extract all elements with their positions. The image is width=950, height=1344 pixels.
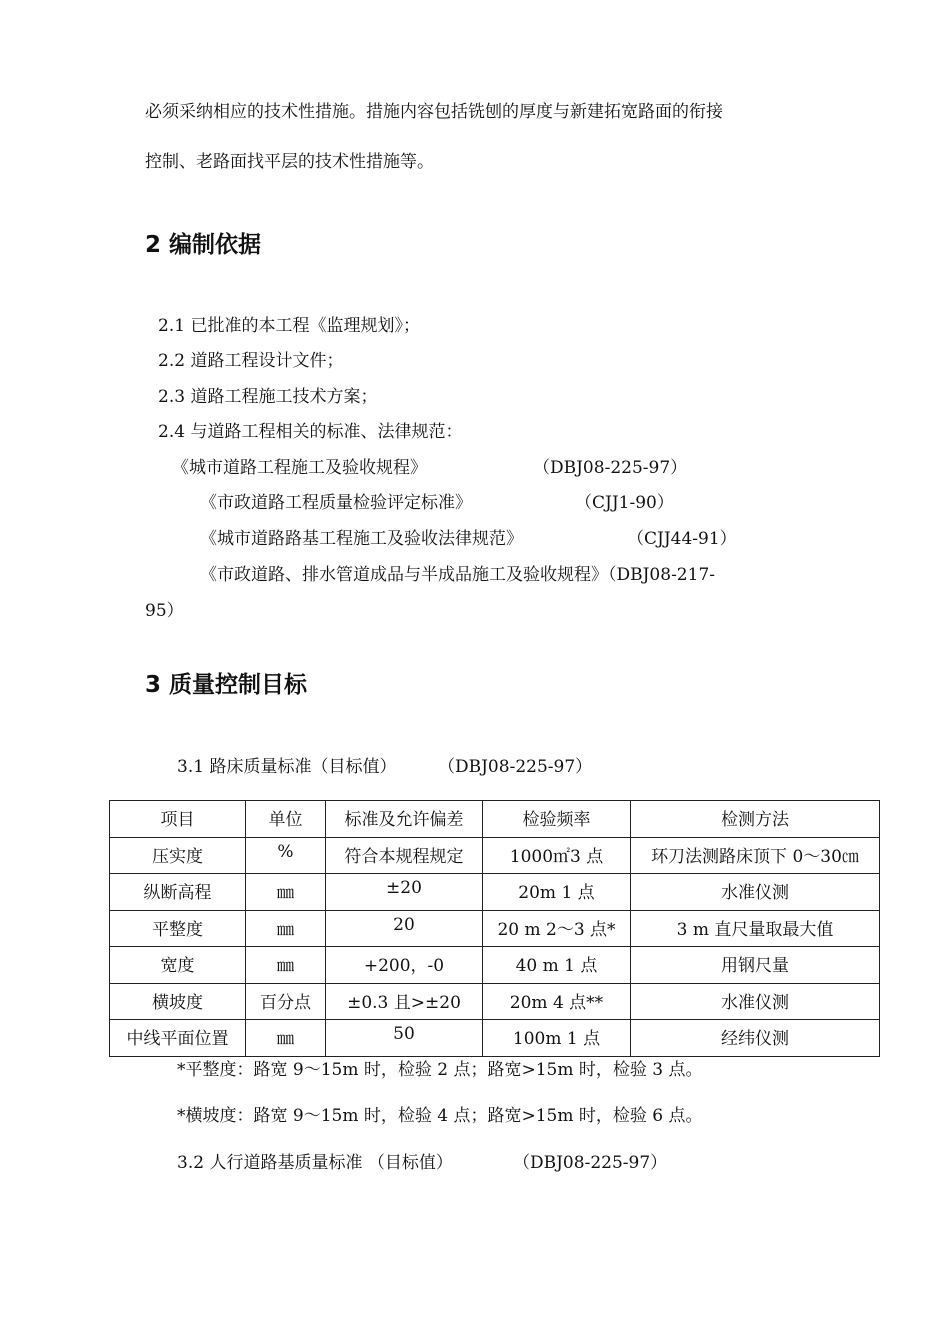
standard-1-name: 《城市道路工程施工及验收规程》: [172, 458, 427, 478]
table-header-cell: 检验频率: [483, 801, 631, 838]
table-cell: 3 m 直尺量取最大值: [631, 910, 880, 947]
standard-4-line-1: 《市政道路、排水管道成品与半成品施工及验收规程》（DBJ08-217-: [200, 565, 716, 585]
table-cell: 1000㎡3 点: [483, 837, 631, 874]
table-cell: 40 m 1 点: [483, 947, 631, 984]
table-cell: 20m 4 点**: [483, 983, 631, 1020]
table-row: [110, 910, 880, 947]
section-3-heading: 3 质量控制目标: [145, 672, 308, 698]
table-row: [110, 837, 880, 874]
table-cell: 水准仪测: [631, 983, 880, 1020]
table-cell: ㎜: [246, 1020, 326, 1057]
table-header-cell: 项目: [110, 801, 246, 838]
subsection-3-1-code: （DBJ08-225-97）: [438, 757, 593, 777]
note-cross-slope: *横坡度：路宽 9～15m 时，检验 4 点；路宽>15m 时，检验 6 点。: [177, 1106, 703, 1126]
table-cell: 20m 1 点: [483, 874, 631, 911]
subsection-3-2-code: （DBJ08-225-97）: [513, 1153, 668, 1173]
table-cell: 环刀法测路床顶下 0～30㎝: [631, 837, 880, 874]
table-cell: 压实度: [110, 837, 246, 874]
table-cell: ㎜: [246, 874, 326, 911]
standard-3-code: （CJJ44-91）: [627, 529, 737, 549]
roadbed-quality-table: [109, 800, 880, 1057]
table-cell: 纵断高程: [110, 874, 246, 911]
table-cell: 经纬仪测: [631, 1020, 880, 1057]
table-cell: %: [246, 837, 326, 874]
table-row: [110, 983, 880, 1020]
basis-item-1: 2.1 已批准的本工程《监理规划》；: [158, 316, 420, 336]
section-2-heading: 2 编制依据: [145, 232, 262, 258]
subsection-3-2-title: 3.2 人行道路基质量标准 （目标值）: [177, 1153, 453, 1173]
table-cell: 横坡度: [110, 983, 246, 1020]
table-header-cell: 标准及允许偏差: [326, 801, 483, 838]
table-header-cell: 检测方法: [631, 801, 880, 838]
standard-2-code: （CJJ1-90）: [575, 493, 674, 513]
table-cell: ㎜: [246, 947, 326, 984]
basis-item-4: 2.4 与道路工程相关的标准、法律规范：: [158, 422, 463, 442]
table-cell: 用钢尺量: [631, 947, 880, 984]
table-cell: 百分点: [246, 983, 326, 1020]
standard-2-name: 《市政道路工程质量检验评定标准》: [200, 493, 472, 513]
table-cell: 符合本规程规定: [326, 837, 483, 874]
table-cell: 平整度: [110, 910, 246, 947]
standard-4-line-2: 95）: [145, 601, 184, 621]
table-cell: 50: [326, 1020, 483, 1057]
table-row: [110, 874, 880, 911]
table-cell: 水准仪测: [631, 874, 880, 911]
table-row: [110, 1020, 880, 1057]
basis-item-2: 2.2 道路工程设计文件；: [158, 351, 344, 371]
table-cell: ±0.3 且>±20: [326, 983, 483, 1020]
table-cell: 20: [326, 910, 483, 947]
subsection-3-1-title: 3.1 路床质量标准（目标值）: [177, 757, 397, 777]
table-header-cell: 单位: [246, 801, 326, 838]
intro-line-1: 必须采纳相应的技术性措施。措施内容包括铣刨的厚度与新建拓宽路面的衔接: [145, 102, 723, 122]
note-flatness: *平整度：路宽 9～15m 时，检验 2 点；路宽>15m 时，检验 3 点。: [177, 1060, 703, 1080]
table-cell: ㎜: [246, 910, 326, 947]
table-cell: +200，-0: [326, 947, 483, 984]
table-cell: 100m 1 点: [483, 1020, 631, 1057]
standard-3-name: 《城市道路路基工程施工及验收法律规范》: [200, 529, 523, 549]
table-cell: 20 m 2～3 点*: [483, 910, 631, 947]
intro-line-2: 控制、老路面找平层的技术性措施等。: [145, 152, 434, 172]
table-cell: ±20: [326, 874, 483, 911]
table-row: [110, 947, 880, 984]
table-header-row: [110, 801, 880, 838]
table-cell: 宽度: [110, 947, 246, 984]
basis-item-3: 2.3 道路工程施工技术方案；: [158, 387, 378, 407]
table-cell: 中线平面位置: [110, 1020, 246, 1057]
standard-1-code: （DBJ08-225-97）: [533, 458, 688, 478]
